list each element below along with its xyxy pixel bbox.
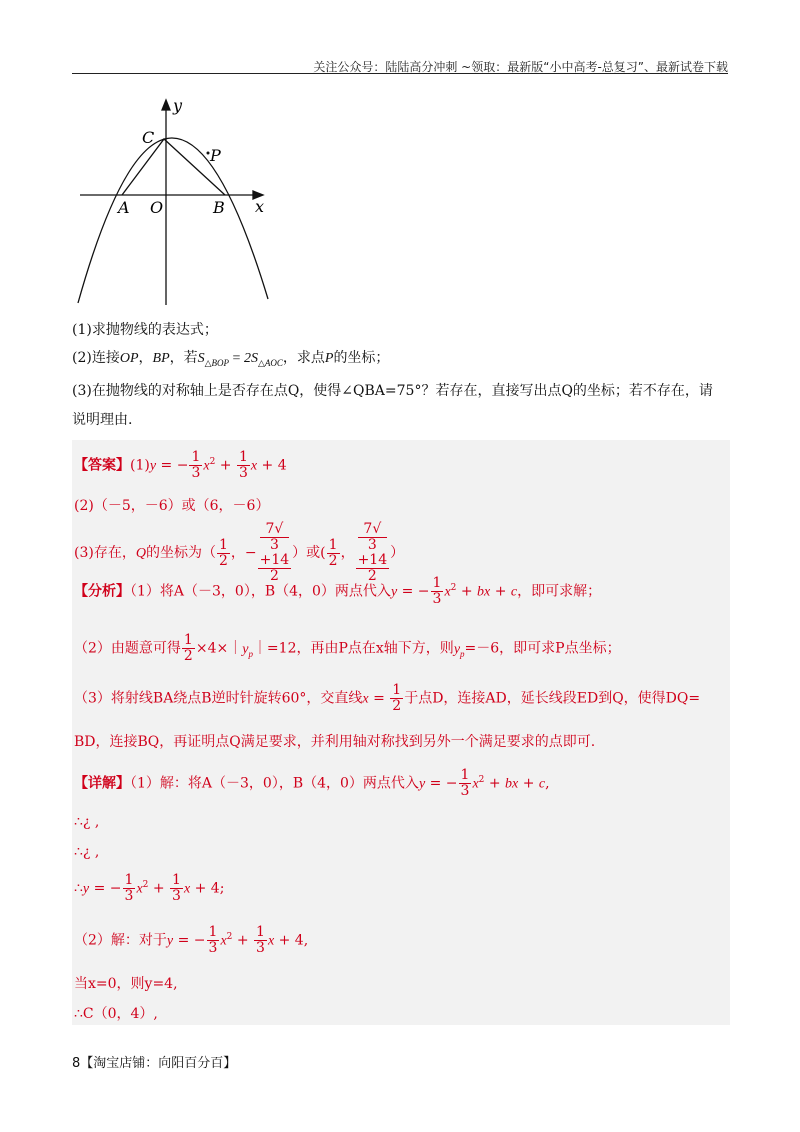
parabola-graph [70,95,280,310]
analysis-2: （2）由题意可得 $\frac{1}{2}$ $\times 4\times|y_p|=12$，再由P点在x轴下方，则$y_p=-6$，即可求P点坐标； [74,632,621,664]
detail-6: 当x=0，则y=4, [74,976,178,992]
answer-1: 【答案】(1)y = − $\frac{1}{3}$ $x^2$ + $\frac{1}{3}$ x + 4 [74,449,287,481]
label-y: y [173,96,183,115]
detail-3: ∴¿ , [74,844,100,860]
analysis-1: 【分析】（1）将A（－3，0），B（4，0）两点代入y = − $\frac{1}{3}$ $x^2$ + bx + c，即可求解； [74,575,602,607]
label-o: O [150,198,164,217]
question-1: (1)求抛物线的表达式； [72,322,218,338]
label-p: P [210,146,221,165]
label-x: x [255,197,265,216]
detail-5: （2）解：对于y = − $\frac{1}{3}$ $x^2$ + $\frac{1}{3}$ x + 4, [74,924,309,956]
label-b: B [213,198,225,217]
detail-4: ∴y = − $\frac{1}{3}$ $x^2$ + $\frac{1}{3}$ x + 4; [74,872,225,904]
question-3: (3)在抛物线的对称轴上是否存在点Q，使得∠QBA=75°？若存在，直接写出点Q的坐标；若不存在，请 [72,383,713,399]
header-rule [72,73,728,74]
detail-2: ∴¿ , [74,814,100,830]
label-c: C [142,128,155,147]
y-arrow [162,100,170,110]
parabola-curve [78,138,268,303]
analysis-4: BD，连接BQ，再证明点Q满足要求，并利用轴对称找到另外一个满足要求的点即可. [74,734,596,750]
detail-7: ∴C（0，4）, [74,1006,158,1022]
page-header: 关注公众号：陆陆高分冲刺 ~领取：最新版“小中高考-总复习”、最新试卷下载 [313,60,728,74]
answer-2: (2)（－5，－6）或（6，－6） [74,498,270,514]
question-2: (2)连接OP，BP，若$S_{\triangle BOP} = 2S_{\triangle AOC}$，求点P的坐标； [72,350,390,368]
question-3-cont: 说明理由. [72,412,133,428]
label-a: A [118,198,130,217]
answer-3: (3)存在，Q的坐标为（ $\frac{1}{2}$ ，− 7√ 3 +14 2 ）或( $\frac{1}{2}$ ， 7√ 3 +14 2 ） [74,521,405,584]
point-p [207,152,210,155]
page-footer: 8【淘宝店铺：向阳百分百】 [72,1056,237,1071]
analysis-3: （3）将射线BA绕点B逆时针旋转60°，交直线x = $\frac{1}{2}$ 于点D，连接AD，延长线段ED到Q，使得DQ= [74,682,701,714]
detail-1: 【详解】（1）解：将A（－3，0），B（4，0）两点代入y = − $\frac{1}{3}$ $x^2$ + bx + c, [74,767,550,799]
